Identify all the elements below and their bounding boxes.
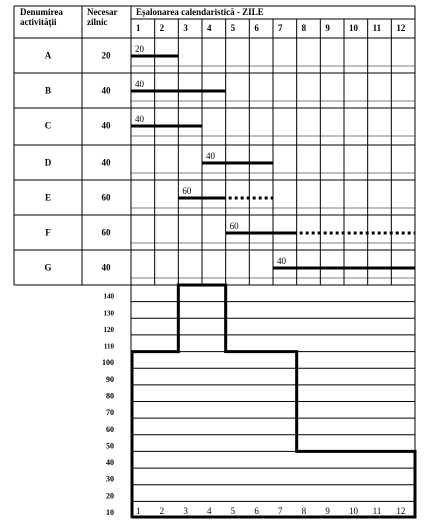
bar-label: 60 (229, 221, 239, 231)
y-tick-label: 80 (106, 391, 114, 401)
x-tick-label: 4 (207, 506, 212, 516)
activity-need: 20 (101, 50, 111, 61)
resource-histogram (102, 285, 415, 518)
header-activity-line2: activității (20, 17, 57, 27)
activity-name: E (44, 192, 52, 203)
y-tick-label: 130 (103, 309, 114, 318)
activity-rows (44, 44, 415, 273)
table-frame (14, 6, 415, 518)
y-tick-label: 60 (106, 424, 114, 434)
y-tick-label: 50 (106, 441, 114, 451)
y-tick-label: 120 (103, 325, 114, 334)
x-tick-label: 10 (349, 506, 358, 516)
day-header: 3 (183, 23, 188, 33)
bar-label: 60 (182, 186, 192, 196)
activity-name: A (44, 50, 52, 61)
x-tick-label: 6 (254, 506, 259, 516)
y-tick-label: 20 (106, 491, 114, 501)
x-tick-label: 12 (396, 506, 406, 516)
day-header: 8 (301, 23, 307, 33)
header-schedule: Eșalonarea calendaristică - ZILE (136, 7, 264, 17)
activity-need: 40 (101, 120, 111, 131)
bar-label: 40 (277, 256, 286, 266)
y-tick-label: 110 (103, 342, 114, 351)
day-header: 6 (254, 23, 259, 33)
activity-need: 60 (101, 227, 111, 238)
day-header: 11 (372, 23, 382, 33)
day-header: 7 (278, 23, 283, 33)
header-activity-line1: Denumirea (20, 7, 63, 17)
x-tick-label: 5 (230, 506, 236, 516)
activity-name: B (44, 85, 52, 96)
day-header: 5 (230, 23, 236, 33)
x-tick-label: 3 (183, 506, 188, 516)
day-headers (136, 23, 406, 33)
activity-need: 40 (101, 262, 111, 273)
x-tick-label: 7 (278, 506, 283, 516)
x-tick-label: 9 (325, 506, 330, 516)
y-tick-label: 140 (103, 292, 114, 301)
activity-name: C (44, 120, 52, 131)
x-tick-label: 11 (372, 506, 382, 516)
y-tick-label: 70 (106, 408, 114, 418)
bar-label: 20 (135, 44, 144, 54)
day-header: 2 (159, 23, 165, 33)
header-daily-line2: zilnic (87, 17, 108, 27)
activity-need: 60 (101, 192, 111, 203)
day-header: 10 (349, 23, 358, 33)
x-tick-label: 2 (159, 506, 165, 516)
activity-name: D (44, 157, 52, 168)
y-tick-label: 40 (106, 458, 114, 468)
bar-label: 40 (135, 114, 144, 124)
x-tick-label: 1 (136, 506, 141, 516)
bar-label: 40 (135, 79, 144, 89)
day-header: 4 (207, 23, 212, 33)
x-tick-label: 8 (301, 506, 307, 516)
y-tick-label: 100 (102, 358, 114, 368)
day-header: 9 (325, 23, 330, 33)
header-daily-line1: Necesar (87, 7, 118, 17)
bar-label: 40 (206, 151, 215, 161)
y-tick-label: 90 (106, 374, 114, 384)
activity-need: 40 (101, 85, 111, 96)
day-header: 12 (396, 23, 406, 33)
activity-name: F (45, 227, 51, 238)
day-header: 1 (136, 23, 141, 33)
y-tick-label: 30 (106, 474, 114, 484)
y-tick-label: 10 (106, 508, 114, 517)
activity-name: G (44, 262, 52, 273)
activity-need: 40 (101, 157, 111, 168)
